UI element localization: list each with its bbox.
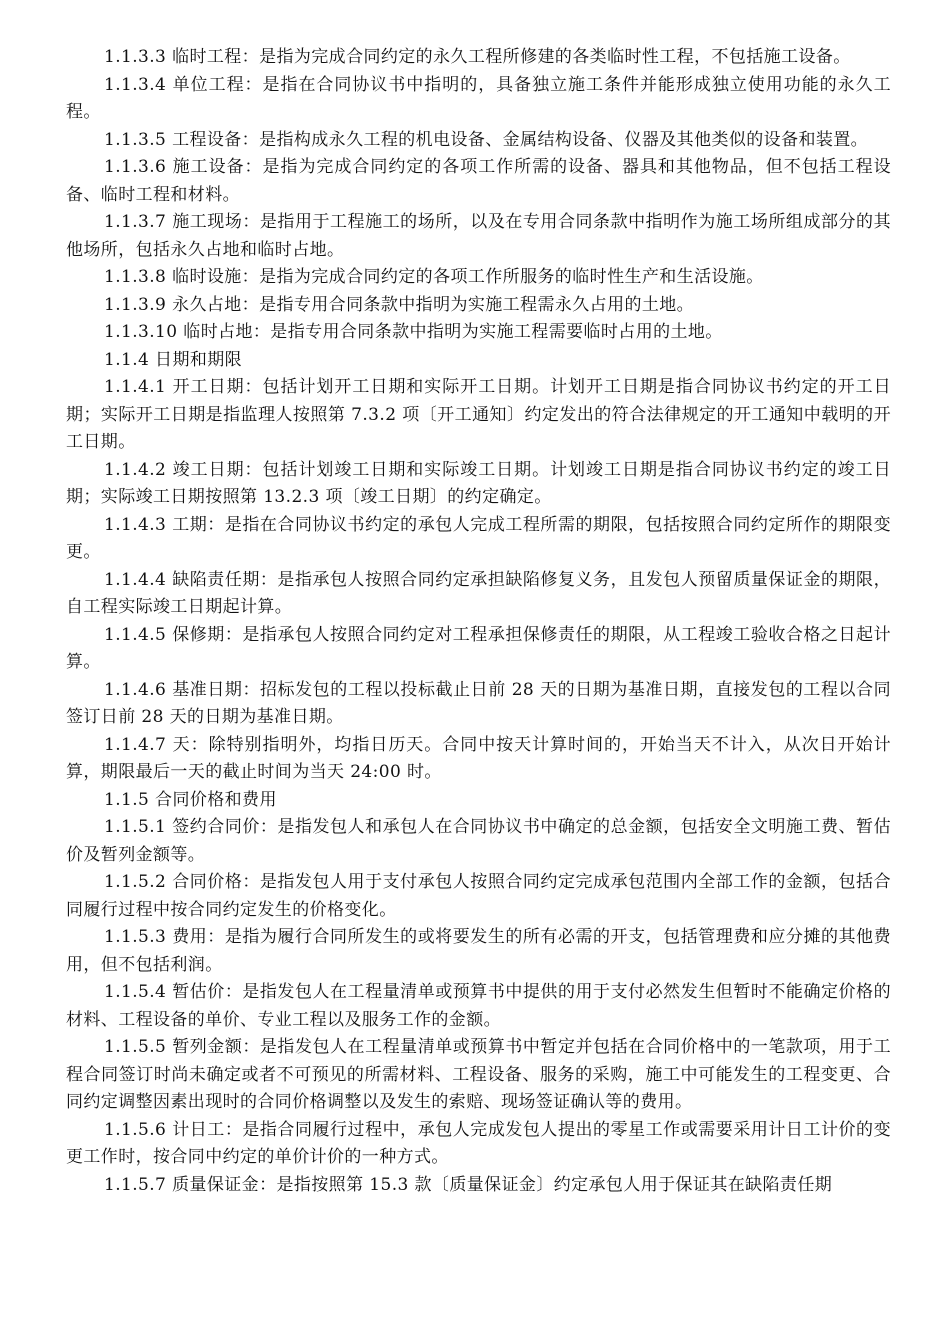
clause-1-1-5-6: 1.1.5.6 计日工：是指合同履行过程中，承包人完成发包人提出的零星工作或需要采用计日工计价的变更工作时，按合同中约定的单价计价的一种方式。 xyxy=(66,1119,891,1167)
document-page xyxy=(66,44,891,1199)
clause-1-1-5-5: 1.1.5.5 暂列金额：是指发包人在工程量清单或预算书中暂定并包括在合同价格中的一笔款项，用于工程合同签订时尚未确定或者不可预见的所需材料、工程设备、服务的采购，施工中可能发生的工程变更、合同约定调整因素出现时的合同价格调整以及发生的索赔、现场签证确认等的费用。 xyxy=(66,1037,891,1112)
clause-1-1-3-6: 1.1.3.6 施工设备：是指为完成合同约定的各项工作所需的设备、器具和其他物品，但不包括工程设备、临时工程和材料。 xyxy=(66,157,891,205)
clause-1-1-4-2: 1.1.4.2 竣工日期：包括计划竣工日期和实际竣工日期。计划竣工日期是指合同协议书约定的竣工日期；实际竣工日期按照第 13.2.3 项〔竣工日期〕的约定确定。 xyxy=(66,459,891,507)
clause-1-1-3-9: 1.1.3.9 永久占地：是指专用合同条款中指明为实施工程需永久占用的土地。 xyxy=(104,294,695,315)
clause-1-1-3-4: 1.1.3.4 单位工程：是指在合同协议书中指明的，具备独立施工条件并能形成独立使用功能的永久工程。 xyxy=(66,74,891,122)
clause-1-1-5-1: 1.1.5.1 签约合同价：是指发包人和承包人在合同协议书中确定的总金额，包括安全文明施工费、暂估价及暂列金额等。 xyxy=(66,817,891,865)
clause-1-1-3-3: 1.1.3.3 临时工程：是指为完成合同约定的永久工程所修建的各类临时性工程，不包括施工设备。 xyxy=(104,47,851,67)
clause-1-1-3-10: 1.1.3.10 临时占地：是指专用合同条款中指明为实施工程需要临时占用的土地。 xyxy=(104,322,723,342)
clause-1-1-4-5: 1.1.4.5 保修期：是指承包人按照合同约定对工程承担保修责任的期限，从工程竣工验收合格之日起计算。 xyxy=(66,624,891,672)
clause-1-1-5-7: 1.1.5.7 质量保证金：是指按照第 15.3 款〔质量保证金〕约定承包人用于保证其在缺陷责任期 xyxy=(104,1174,833,1195)
clause-1-1-5-4: 1.1.5.4 暂估价：是指发包人在工程量清单或预算书中提供的用于支付必然发生但暂时不能确定价格的材料、工程设备的单价、专业工程以及服务工作的金额。 xyxy=(66,982,891,1030)
section-heading-1-1-5: 1.1.5 合同价格和费用 xyxy=(104,789,277,810)
clause-1-1-4-1: 1.1.4.1 开工日期：包括计划开工日期和实际开工日期。计划开工日期是指合同协议书约定的开工日期；实际开工日期是指监理人按照第 7.3.2 项〔开工通知〕约定发出的符合法律规定的开工通知中载明的开工日期。 xyxy=(66,377,891,452)
clause-1-1-3-5: 1.1.3.5 工程设备：是指构成永久工程的机电设备、金属结构设备、仪器及其他类似的设备和装置。 xyxy=(104,129,869,150)
clause-1-1-4-7: 1.1.4.7 天：除特别指明外，均指日历天。合同中按天计算时间的，开始当天不计入，从次日开始计算，期限最后一天的截止时间为当天 24:00 时。 xyxy=(66,734,891,782)
clause-1-1-3-8: 1.1.3.8 临时设施：是指为完成合同约定的各项工作所服务的临时性生产和生活设施。 xyxy=(104,267,764,287)
section-heading-1-1-4: 1.1.4 日期和期限 xyxy=(104,349,243,370)
clause-1-1-3-7: 1.1.3.7 施工现场：是指用于工程施工的场所，以及在专用合同条款中指明作为施工场所组成部分的其他场所，包括永久占地和临时占地。 xyxy=(66,212,891,260)
clause-1-1-4-6: 1.1.4.6 基准日期：招标发包的工程以投标截止日前 28 天的日期为基准日期，直接发包的工程以合同签订日前 28 天的日期为基准日期。 xyxy=(66,679,891,727)
clause-1-1-5-3: 1.1.5.3 费用：是指为履行合同所发生的或将要发生的所有必需的开支，包括管理费和应分摊的其他费用，但不包括利润。 xyxy=(66,927,891,975)
clause-1-1-5-2: 1.1.5.2 合同价格：是指发包人用于支付承包人按照合同约定完成承包范围内全部工作的金额，包括合同履行过程中按合同约定发生的价格变化。 xyxy=(66,872,891,920)
clause-1-1-4-4: 1.1.4.4 缺陷责任期：是指承包人按照合同约定承担缺陷修复义务，且发包人预留质量保证金的期限，自工程实际竣工日期起计算。 xyxy=(66,569,891,617)
clause-1-1-4-3: 1.1.4.3 工期：是指在合同协议书约定的承包人完成工程所需的期限，包括按照合同约定所作的期限变更。 xyxy=(66,514,891,562)
